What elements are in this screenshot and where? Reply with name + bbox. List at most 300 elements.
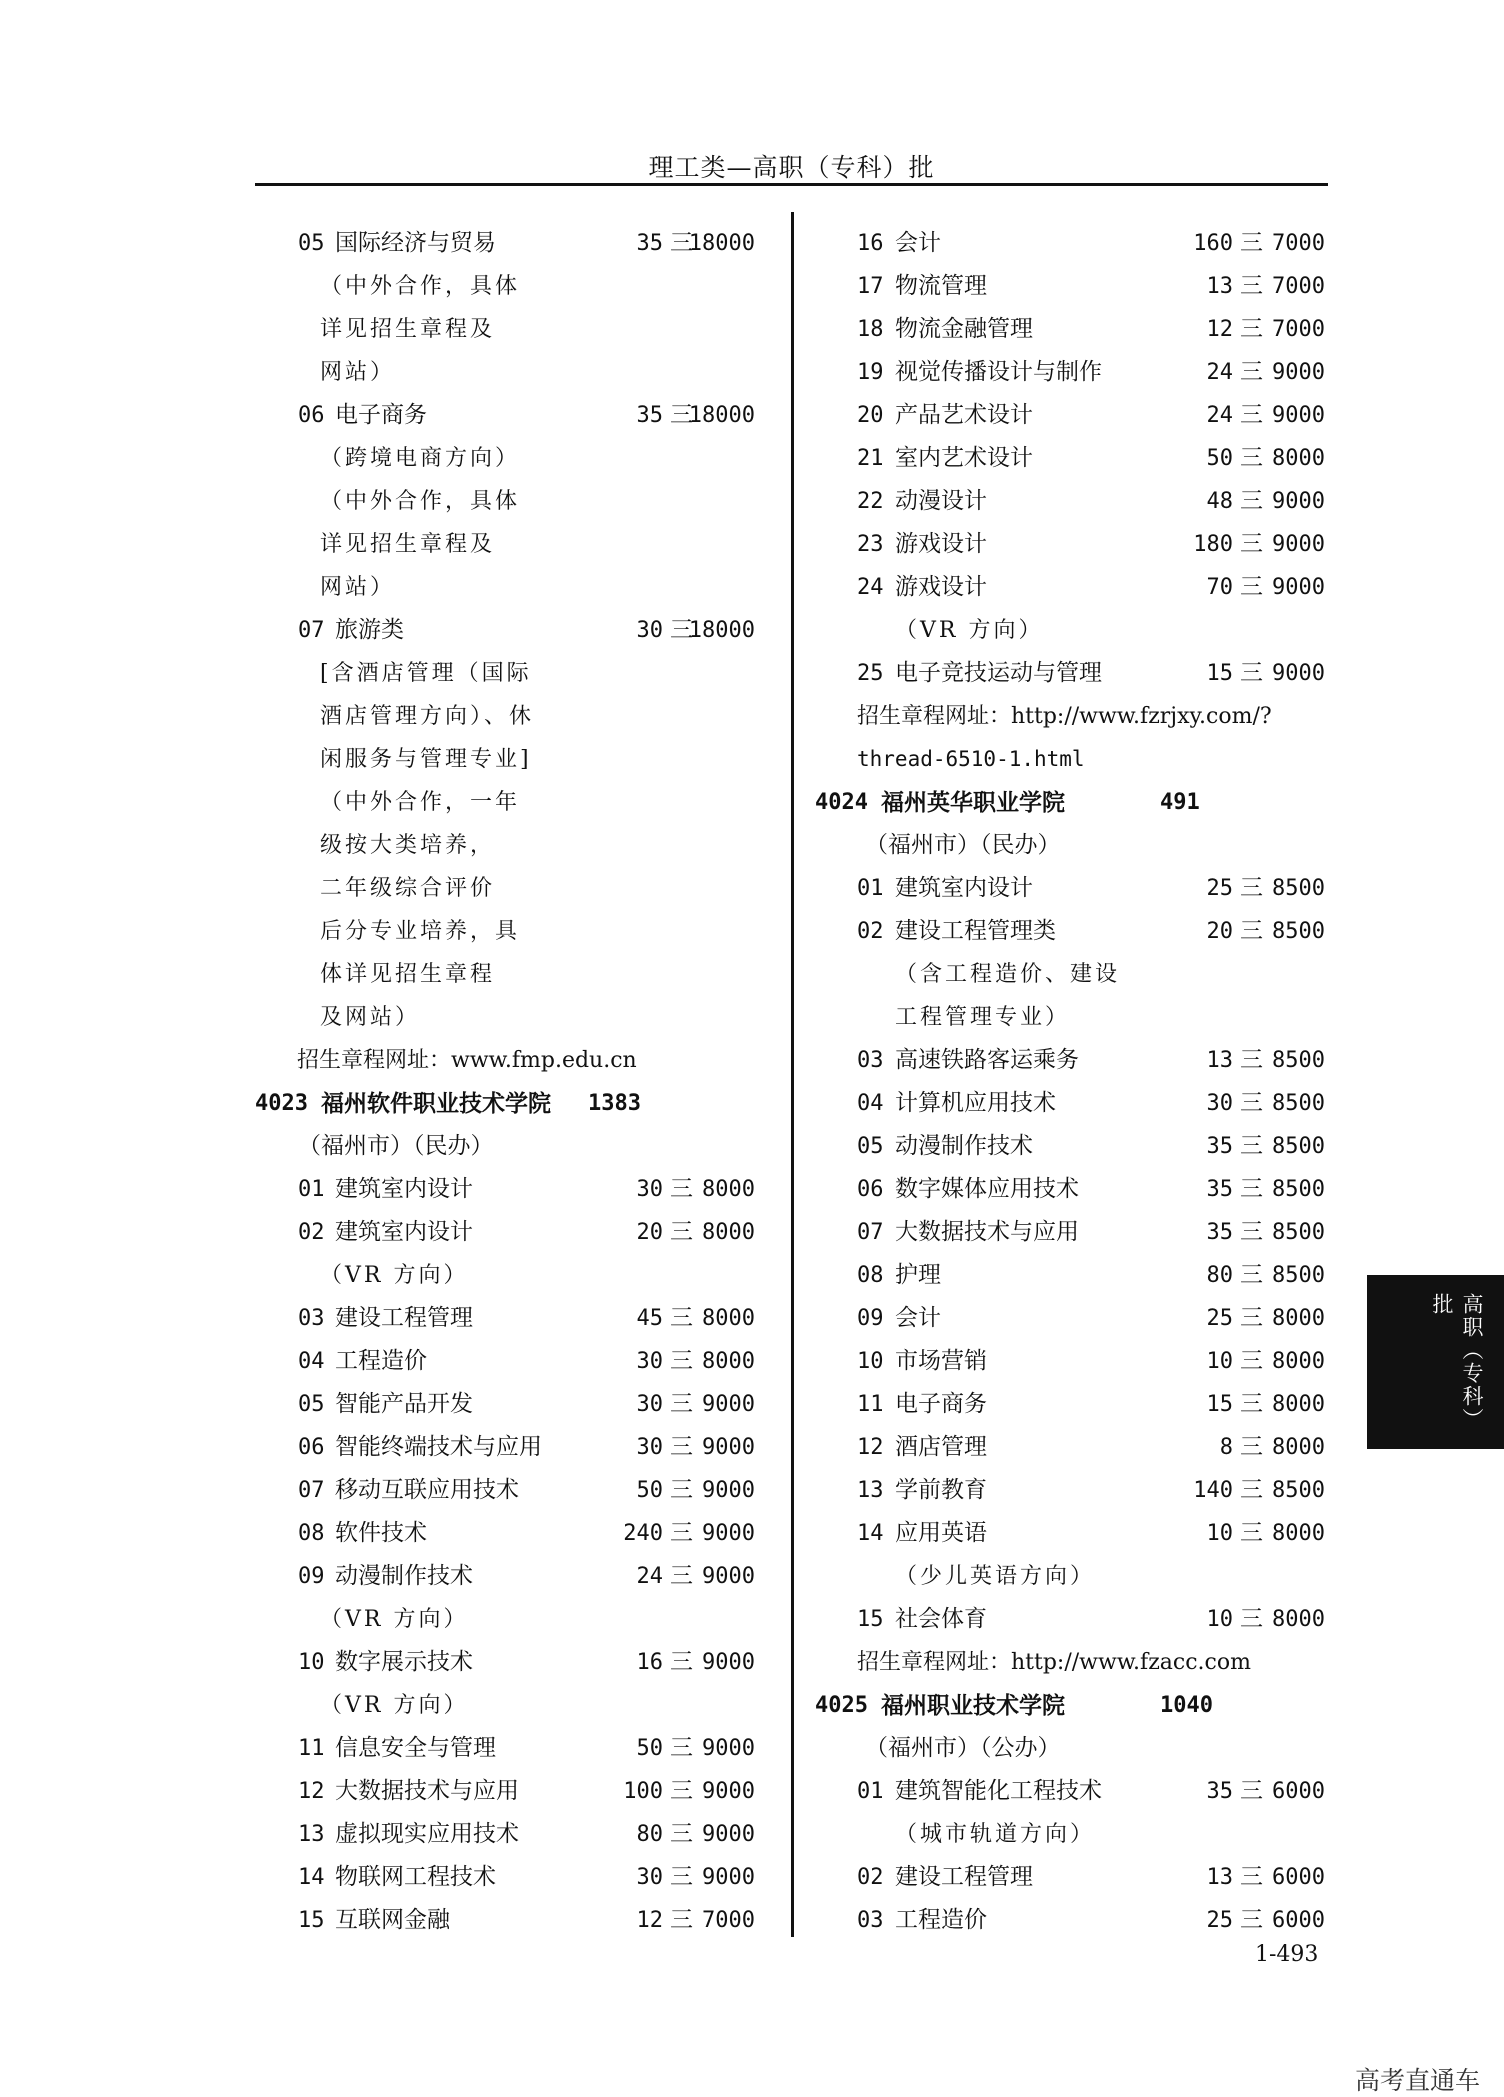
major-name: 工程造价	[335, 1348, 427, 1374]
study-length: 三	[1240, 1133, 1263, 1159]
study-length: 三	[1240, 531, 1263, 557]
institution-name: 福州英华职业学院	[881, 789, 1065, 816]
institution-meta-row	[815, 1727, 1325, 1770]
study-length: 三	[670, 1907, 693, 1933]
institution-location: （福州市）（民办）	[298, 1133, 494, 1159]
plan-count: 30	[636, 1392, 663, 1417]
major-row	[815, 910, 1325, 953]
major-row	[815, 1254, 1325, 1297]
study-length: 三	[1240, 1778, 1263, 1804]
plan-count: 160	[1193, 231, 1233, 256]
major-row	[255, 1340, 755, 1383]
major-name: 应用英语	[895, 1520, 987, 1546]
study-length: 三	[670, 1821, 693, 1847]
major-name: 游戏设计	[895, 531, 987, 557]
plan-count: 35	[1206, 1220, 1233, 1245]
note-row	[255, 523, 755, 566]
major-row	[255, 1426, 755, 1469]
admission-url: 招生章程网址：http://www.fzacc.com	[857, 1650, 1251, 1675]
plan-count: 30	[636, 1865, 663, 1890]
major-row	[255, 1813, 755, 1856]
tuition-fee: 7000	[1272, 231, 1325, 256]
major-name: 游戏设计	[895, 574, 987, 600]
major-code: 12	[298, 1779, 325, 1804]
right-column	[815, 222, 1325, 1942]
major-row	[815, 1297, 1325, 1340]
study-length: 三	[670, 1563, 693, 1589]
major-code: 02	[298, 1220, 325, 1245]
major-name: 数字媒体应用技术	[895, 1176, 1079, 1202]
major-name: 物流管理	[895, 273, 987, 299]
major-code: 05	[857, 1134, 884, 1159]
tuition-fee: 8000	[1272, 1392, 1325, 1417]
major-name: 会计	[895, 1305, 941, 1331]
major-row	[255, 1856, 755, 1899]
study-length: 三	[1240, 1348, 1263, 1374]
major-name: 建设工程管理	[335, 1305, 473, 1331]
study-length: 三	[1240, 1477, 1263, 1503]
major-row	[815, 1211, 1325, 1254]
major-note: 详见招生章程及	[320, 532, 496, 557]
major-note: 工程管理专业）	[895, 1005, 1071, 1030]
plan-count: 35	[636, 403, 663, 428]
major-row	[815, 1856, 1325, 1899]
major-note: 级按大类培养，	[320, 833, 496, 858]
institution-name: 福州职业技术学院	[881, 1692, 1065, 1719]
study-length: 三	[1240, 230, 1263, 256]
study-length: 三	[670, 1176, 693, 1202]
major-name: 互联网金融	[335, 1907, 450, 1933]
major-name: 物流金融管理	[895, 316, 1033, 342]
major-code: 07	[298, 618, 325, 643]
major-note: （中外合作，具体	[320, 489, 521, 514]
note-row	[255, 910, 755, 953]
major-code: 24	[857, 575, 884, 600]
major-code: 14	[298, 1865, 325, 1890]
study-length: 三	[670, 1778, 693, 1804]
major-row	[815, 1598, 1325, 1641]
tuition-fee: 9000	[1272, 489, 1325, 514]
institution-row	[815, 1684, 1325, 1727]
plan-count: 30	[636, 618, 663, 643]
major-row	[815, 1899, 1325, 1942]
plan-count: 20	[636, 1220, 663, 1245]
major-row	[255, 1770, 755, 1813]
institution-row	[815, 781, 1325, 824]
major-row	[815, 308, 1325, 351]
tuition-fee: 18000	[688, 618, 755, 643]
major-name: 电子商务	[895, 1391, 987, 1417]
tuition-fee: 8500	[1272, 1478, 1325, 1503]
institution-code: 4023	[255, 1091, 308, 1116]
admission-url: 招生章程网址：http://www.fzrjxy.com/?	[857, 704, 1272, 729]
major-code: 01	[298, 1177, 325, 1202]
note-row	[255, 996, 755, 1039]
major-code: 08	[857, 1263, 884, 1288]
plan-count: 30	[1206, 1091, 1233, 1116]
major-code: 18	[857, 317, 884, 342]
note-row	[255, 953, 755, 996]
note-row	[255, 695, 755, 738]
tuition-fee: 9000	[702, 1822, 755, 1847]
major-note: （VR 方向）	[320, 1263, 469, 1288]
major-note: （少儿英语方向）	[895, 1564, 1096, 1589]
major-row	[815, 566, 1325, 609]
major-code: 13	[857, 1478, 884, 1503]
major-name: 国际经济与贸易	[335, 230, 496, 256]
plan-count: 15	[1206, 661, 1233, 686]
plan-count: 50	[636, 1736, 663, 1761]
study-length: 三	[670, 230, 693, 256]
left-column	[255, 222, 755, 1942]
study-length: 三	[1240, 273, 1263, 299]
tuition-fee: 8500	[1272, 1263, 1325, 1288]
major-row	[815, 394, 1325, 437]
plan-count: 10	[1206, 1521, 1233, 1546]
institution-total: 491	[1160, 790, 1200, 815]
tuition-fee: 8000	[702, 1349, 755, 1374]
tuition-fee: 9000	[702, 1650, 755, 1675]
major-note: （VR 方向）	[895, 618, 1044, 643]
plan-count: 8	[1219, 1435, 1233, 1460]
note-row	[815, 953, 1325, 996]
plan-count: 30	[636, 1349, 663, 1374]
major-row	[815, 867, 1325, 910]
major-name: 信息安全与管理	[335, 1735, 496, 1761]
plan-count: 50	[636, 1478, 663, 1503]
major-row	[815, 1125, 1325, 1168]
major-row	[255, 394, 755, 437]
study-length: 三	[670, 1864, 693, 1890]
plan-count: 24	[636, 1564, 663, 1589]
major-code: 07	[298, 1478, 325, 1503]
major-name: 建设工程管理类	[895, 918, 1056, 944]
url-row	[255, 1039, 755, 1082]
major-note: （VR 方向）	[320, 1607, 469, 1632]
tuition-fee: 9000	[702, 1392, 755, 1417]
major-code: 14	[857, 1521, 884, 1546]
tuition-fee: 9000	[1272, 532, 1325, 557]
tuition-fee: 18000	[688, 403, 755, 428]
major-code: 11	[857, 1392, 884, 1417]
institution-row	[255, 1082, 755, 1125]
major-name: 大数据技术与应用	[335, 1778, 519, 1804]
tuition-fee: 18000	[688, 231, 755, 256]
tuition-fee: 7000	[702, 1908, 755, 1933]
tuition-fee: 8500	[1272, 1134, 1325, 1159]
major-name: 室内艺术设计	[895, 445, 1033, 471]
study-length: 三	[670, 1649, 693, 1675]
major-name: 建筑智能化工程技术	[895, 1778, 1102, 1804]
tuition-fee: 8000	[1272, 1349, 1325, 1374]
plan-count: 140	[1193, 1478, 1233, 1503]
plan-count: 25	[1206, 1908, 1233, 1933]
major-name: 电子商务	[335, 402, 427, 428]
major-code: 06	[857, 1177, 884, 1202]
institution-code: 4024	[815, 790, 868, 815]
major-code: 08	[298, 1521, 325, 1546]
major-name: 虚拟现实应用技术	[335, 1821, 519, 1847]
major-note: 详见招生章程及	[320, 317, 496, 342]
study-length: 三	[1240, 402, 1263, 428]
note-row	[255, 781, 755, 824]
major-name: 软件技术	[335, 1520, 427, 1546]
major-code: 06	[298, 1435, 325, 1460]
major-note: （中外合作，一年	[320, 790, 521, 815]
study-length: 三	[1240, 660, 1263, 686]
tuition-fee: 8500	[1272, 919, 1325, 944]
study-length: 三	[670, 1391, 693, 1417]
plan-count: 240	[623, 1521, 663, 1546]
major-name: 建设工程管理	[895, 1864, 1033, 1890]
plan-count: 45	[636, 1306, 663, 1331]
url-row	[815, 695, 1325, 738]
tuition-fee: 6000	[1272, 1779, 1325, 1804]
major-row	[255, 1168, 755, 1211]
plan-count: 30	[636, 1177, 663, 1202]
section-side-tab	[1367, 1275, 1504, 1449]
major-row	[815, 652, 1325, 695]
major-row	[815, 351, 1325, 394]
major-code: 11	[298, 1736, 325, 1761]
tuition-fee: 8500	[1272, 1177, 1325, 1202]
major-row	[255, 1555, 755, 1598]
institution-total: 1040	[1160, 1693, 1213, 1718]
major-row	[815, 480, 1325, 523]
study-length: 三	[1240, 1176, 1263, 1202]
major-name: 社会体育	[895, 1606, 987, 1632]
note-row	[815, 609, 1325, 652]
major-row	[815, 437, 1325, 480]
major-name: 酒店管理	[895, 1434, 987, 1460]
tuition-fee: 9000	[702, 1865, 755, 1890]
plan-count: 80	[1206, 1263, 1233, 1288]
major-code: 09	[857, 1306, 884, 1331]
tuition-fee: 8000	[702, 1220, 755, 1245]
major-row	[815, 1770, 1325, 1813]
major-code: 01	[857, 876, 884, 901]
tuition-fee: 9000	[1272, 661, 1325, 686]
major-code: 21	[857, 446, 884, 471]
major-note: 体详见招生章程	[320, 962, 496, 987]
major-name: 数字展示技术	[335, 1649, 473, 1675]
major-name: 高速铁路客运乘务	[895, 1047, 1079, 1073]
study-length: 三	[1240, 1606, 1263, 1632]
major-code: 02	[857, 919, 884, 944]
note-row	[815, 1555, 1325, 1598]
tuition-fee: 8000	[1272, 1521, 1325, 1546]
major-code: 04	[857, 1091, 884, 1116]
tuition-fee: 8500	[1272, 876, 1325, 901]
plan-count: 35	[1206, 1177, 1233, 1202]
major-code: 25	[857, 661, 884, 686]
note-row	[255, 265, 755, 308]
note-row	[255, 1684, 755, 1727]
major-code: 07	[857, 1220, 884, 1245]
major-note: （VR 方向）	[320, 1693, 469, 1718]
major-row	[255, 1469, 755, 1512]
plan-count: 25	[1206, 876, 1233, 901]
tuition-fee: 9000	[702, 1779, 755, 1804]
major-row	[255, 609, 755, 652]
major-name: 产品艺术设计	[895, 402, 1033, 428]
major-code: 22	[857, 489, 884, 514]
major-row	[815, 1383, 1325, 1426]
tuition-fee: 9000	[1272, 360, 1325, 385]
tuition-fee: 9000	[1272, 575, 1325, 600]
major-row	[255, 1899, 755, 1942]
major-row	[255, 1512, 755, 1555]
plan-count: 10	[1206, 1607, 1233, 1632]
study-length: 三	[1240, 488, 1263, 514]
major-note: [含酒店管理（国际	[320, 661, 532, 686]
tuition-fee: 9000	[702, 1736, 755, 1761]
major-note: 网站）	[320, 360, 396, 385]
note-row	[255, 652, 755, 695]
tuition-fee: 9000	[702, 1435, 755, 1460]
plan-count: 24	[1206, 403, 1233, 428]
tuition-fee: 8000	[1272, 446, 1325, 471]
plan-count: 180	[1193, 532, 1233, 557]
study-length: 三	[1240, 1090, 1263, 1116]
note-row	[255, 351, 755, 394]
study-length: 三	[1240, 1219, 1263, 1245]
plan-count: 12	[636, 1908, 663, 1933]
major-name: 智能终端技术与应用	[335, 1434, 542, 1460]
major-code: 20	[857, 403, 884, 428]
major-name: 动漫设计	[895, 488, 987, 514]
plan-count: 70	[1206, 575, 1233, 600]
study-length: 三	[670, 1348, 693, 1374]
major-code: 01	[857, 1779, 884, 1804]
study-length: 三	[670, 1477, 693, 1503]
study-length: 三	[1240, 316, 1263, 342]
institution-name: 福州软件职业技术学院	[321, 1090, 551, 1117]
major-note: 后分专业培养，具	[320, 919, 521, 944]
major-code: 10	[298, 1650, 325, 1675]
plan-count: 13	[1206, 1048, 1233, 1073]
major-code: 09	[298, 1564, 325, 1589]
tuition-fee: 7000	[1272, 317, 1325, 342]
admission-url: 招生章程网址：www.fmp.edu.cn	[297, 1048, 637, 1073]
page-number: 1-493	[1255, 1942, 1319, 1967]
major-code: 05	[298, 231, 325, 256]
tuition-fee: 9000	[1272, 403, 1325, 428]
study-length: 三	[670, 1219, 693, 1245]
major-row	[815, 1082, 1325, 1125]
plan-count: 16	[636, 1650, 663, 1675]
tuition-fee: 8000	[1272, 1306, 1325, 1331]
institution-code: 4025	[815, 1693, 868, 1718]
major-name: 动漫制作技术	[895, 1133, 1033, 1159]
study-length: 三	[1240, 1434, 1263, 1460]
study-length: 三	[1240, 1391, 1263, 1417]
study-length: 三	[1240, 1047, 1263, 1073]
watermark: 高考直通车	[1354, 2066, 1480, 2095]
url-row	[815, 738, 1325, 781]
admission-url-continued: thread-6510-1.html	[857, 747, 1085, 771]
tuition-fee: 9000	[702, 1521, 755, 1546]
major-row	[255, 222, 755, 265]
plan-count: 100	[623, 1779, 663, 1804]
major-code: 04	[298, 1349, 325, 1374]
note-row	[255, 566, 755, 609]
plan-count: 25	[1206, 1306, 1233, 1331]
institution-meta-row	[815, 824, 1325, 867]
tuition-fee: 8000	[1272, 1607, 1325, 1632]
note-row	[255, 738, 755, 781]
tuition-fee: 8500	[1272, 1048, 1325, 1073]
study-length: 三	[1240, 1262, 1263, 1288]
major-code: 16	[857, 231, 884, 256]
major-note: （中外合作，具体	[320, 274, 521, 299]
note-row	[255, 1598, 755, 1641]
study-length: 三	[670, 1434, 693, 1460]
institution-location: （福州市）（民办）	[865, 832, 1061, 858]
major-row	[815, 222, 1325, 265]
major-name: 护理	[895, 1262, 941, 1288]
major-name: 移动互联应用技术	[335, 1477, 519, 1503]
note-row	[255, 480, 755, 523]
major-name: 建筑室内设计	[895, 875, 1033, 901]
note-row	[255, 824, 755, 867]
major-row	[815, 523, 1325, 566]
major-code: 03	[298, 1306, 325, 1331]
study-length: 三	[1240, 875, 1263, 901]
major-code: 03	[857, 1048, 884, 1073]
major-note: （跨境电商方向）	[320, 446, 521, 471]
note-row	[255, 437, 755, 480]
major-note: （城市轨道方向）	[895, 1822, 1096, 1847]
plan-count: 13	[1206, 1865, 1233, 1890]
major-name: 视觉传播设计与制作	[895, 359, 1102, 385]
study-length: 三	[670, 1520, 693, 1546]
major-row	[815, 1512, 1325, 1555]
major-name: 建筑室内设计	[335, 1219, 473, 1245]
major-row	[815, 1340, 1325, 1383]
major-name: 物联网工程技术	[335, 1864, 496, 1890]
major-note: （含工程造价、建设	[895, 962, 1121, 987]
plan-count: 35	[1206, 1779, 1233, 1804]
note-row	[815, 996, 1325, 1039]
study-length: 三	[1240, 574, 1263, 600]
major-note: 网站）	[320, 575, 396, 600]
major-name: 电子竞技运动与管理	[895, 660, 1102, 686]
institution-total: 1383	[588, 1091, 641, 1116]
study-length: 三	[670, 1305, 693, 1331]
major-code: 05	[298, 1392, 325, 1417]
study-length: 三	[1240, 359, 1263, 385]
study-length: 三	[1240, 1520, 1263, 1546]
note-row	[255, 1254, 755, 1297]
tuition-fee: 6000	[1272, 1865, 1325, 1890]
major-row	[255, 1641, 755, 1684]
major-name: 建筑室内设计	[335, 1176, 473, 1202]
major-code: 02	[857, 1865, 884, 1890]
plan-count: 15	[1206, 1392, 1233, 1417]
tuition-fee: 8000	[702, 1177, 755, 1202]
major-code: 10	[857, 1349, 884, 1374]
major-name: 旅游类	[335, 617, 404, 643]
study-length: 三	[1240, 1907, 1263, 1933]
plan-count: 80	[636, 1822, 663, 1847]
major-row	[255, 1297, 755, 1340]
tuition-fee: 9000	[702, 1478, 755, 1503]
major-name: 大数据技术与应用	[895, 1219, 1079, 1245]
major-row	[815, 1469, 1325, 1512]
url-row	[815, 1641, 1325, 1684]
study-length: 三	[670, 1735, 693, 1761]
